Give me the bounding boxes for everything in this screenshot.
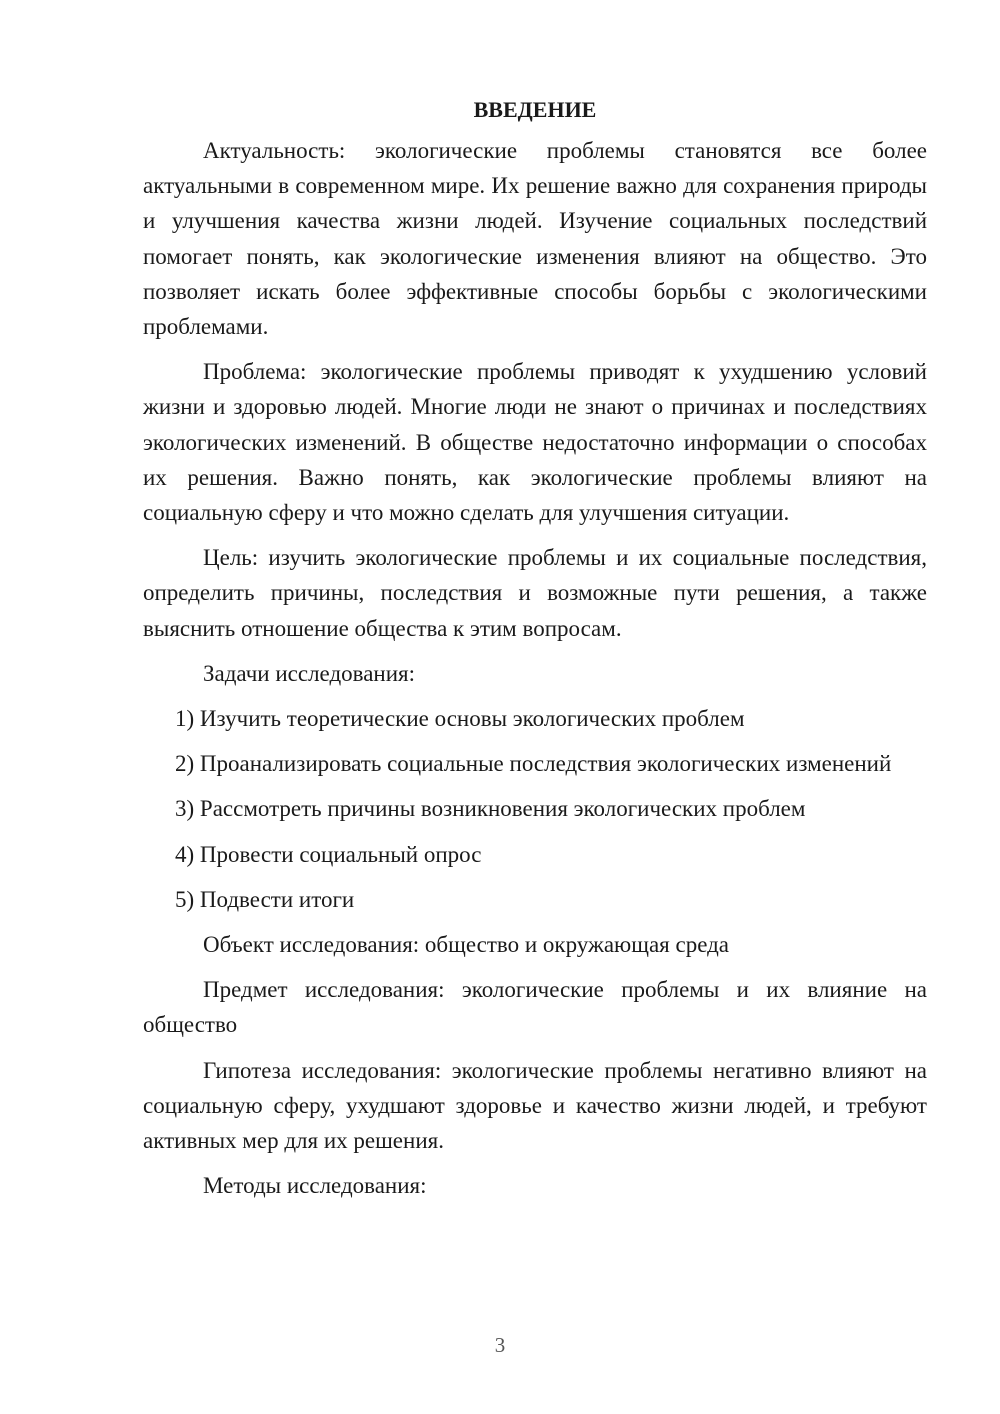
task-item-4: 4) Провести социальный опрос: [175, 841, 482, 867]
relevance-paragraph: Актуальность: экологические проблемы становятся все более актуальными в современном мире. Их решение важно для сохранения природы и улучшения качества жизни людей. Изучение социальных последствий помогает понять, как экологические изменения влияют на общество. Это позволяет искать более эффективные способы борьбы с экологическими проблемами.: [143, 138, 927, 340]
hypothesis-paragraph: Гипотеза исследования: экологические проблемы негативно влияют на социальную сферу, ухудшают здоровье и качество жизни людей, и требуют активных мер для их решения.: [143, 1057, 927, 1154]
tasks-heading: Задачи исследования:: [203, 660, 416, 686]
task-item-3: 3) Рассмотреть причины возникновения экологических проблем: [175, 796, 806, 822]
object-paragraph: Объект исследования: общество и окружающая среда: [203, 932, 730, 958]
problem-paragraph: Проблема: экологические проблемы приводят к ухудшению условий жизни и здоровью людей. Многие люди не знают о причинах и последствиях экологических изменений. В обществе недостаточно информации о способах их решения. Важно понять, как экологические проблемы влияют на социальную сферу и что можно сделать для улучшения ситуации.: [143, 359, 927, 526]
methods-heading: Методы исследования:: [203, 1173, 427, 1199]
page-content: [143, 92, 927, 1203]
page-number: 3: [494, 1333, 506, 1357]
task-item-2: 2) Проанализировать социальные последствия экологических изменений: [175, 751, 892, 777]
goal-paragraph: Цель: изучить экологические проблемы и их социальные последствия, определить причины, последствия и возможные пути решения, а также выяснить отношение общества к этим вопросам.: [143, 545, 927, 641]
tasks-list: [143, 701, 927, 917]
section-title: ВВЕДЕНИЕ: [473, 97, 597, 122]
subject-paragraph: Предмет исследования: экологические проблемы и их влияние на общество: [143, 977, 927, 1038]
task-item-5: 5) Подвести итоги: [175, 886, 355, 912]
task-item-1: 1) Изучить теоретические основы экологических проблем: [175, 706, 745, 732]
